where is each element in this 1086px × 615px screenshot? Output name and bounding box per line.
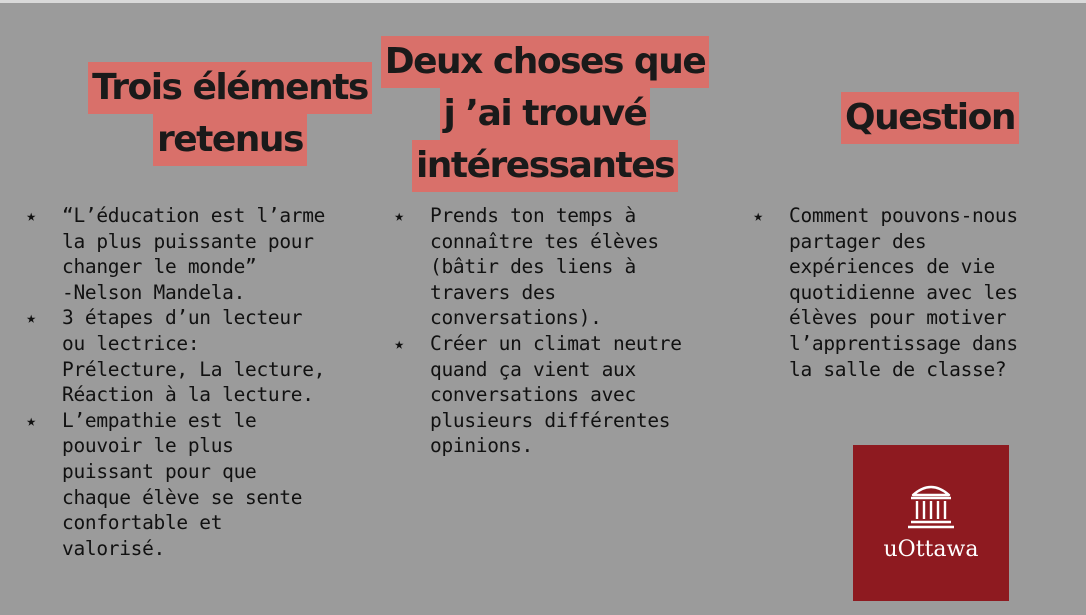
star-bullet-icon: ★ [26, 410, 36, 430]
heading-line: Question [841, 92, 1019, 144]
list-item-text: “L’éducation est l’arme la plus puissante pour changer le monde” -Nelson Mandela. [62, 204, 326, 304]
list-item-text: L’empathie est le pouvoir le plus puissant pour que chaque élève se sente confortable et valorisé. [62, 408, 303, 560]
heading-line: Deux choses que [381, 36, 710, 88]
list-item [22, 305, 372, 407]
heading-line: intéressantes [412, 140, 678, 192]
list-item-text: Comment pouvons-nous partager des expériences de vie quotidienne avec les élèves pour motiver l’apprentissage dans la salle de classe? [789, 204, 1018, 381]
heading-question [790, 92, 1070, 144]
logo-wordmark: uOttawa [883, 537, 979, 562]
building-icon [905, 481, 957, 531]
column-question [749, 203, 1079, 382]
list-item-text: Prends ton temps à connaître tes élèves (bâtir des liens à travers des conversations). [430, 204, 659, 330]
heading-line: Trois éléments [88, 62, 372, 114]
heading-line: j ’ai trouvé [440, 88, 651, 140]
star-bullet-icon: ★ [394, 333, 404, 353]
heading-deux-choses [380, 36, 710, 192]
list-item [22, 203, 372, 305]
heading-line: retenus [153, 114, 307, 166]
star-bullet-icon: ★ [394, 206, 404, 225]
list-item-text: 3 étapes d’un lecteur ou lectrice: Prélecture, La lecture, Réaction à la lecture. [62, 306, 326, 407]
star-bullet-icon: ★ [26, 308, 36, 328]
top-border [0, 0, 1086, 3]
list-item [22, 408, 372, 562]
list-item [749, 203, 1079, 382]
list-item [390, 331, 730, 459]
list-item-text: Créer un climat neutre quand ça vient aux conversations avec plusieurs différentes opinions. [430, 331, 682, 458]
star-bullet-icon: ★ [26, 206, 36, 225]
column-deux-choses [390, 203, 730, 459]
list-item [390, 203, 730, 331]
heading-trois-elements [40, 62, 420, 166]
uottawa-logo [853, 445, 1009, 601]
column-trois-elements [22, 203, 372, 561]
star-bullet-icon: ★ [753, 206, 763, 225]
